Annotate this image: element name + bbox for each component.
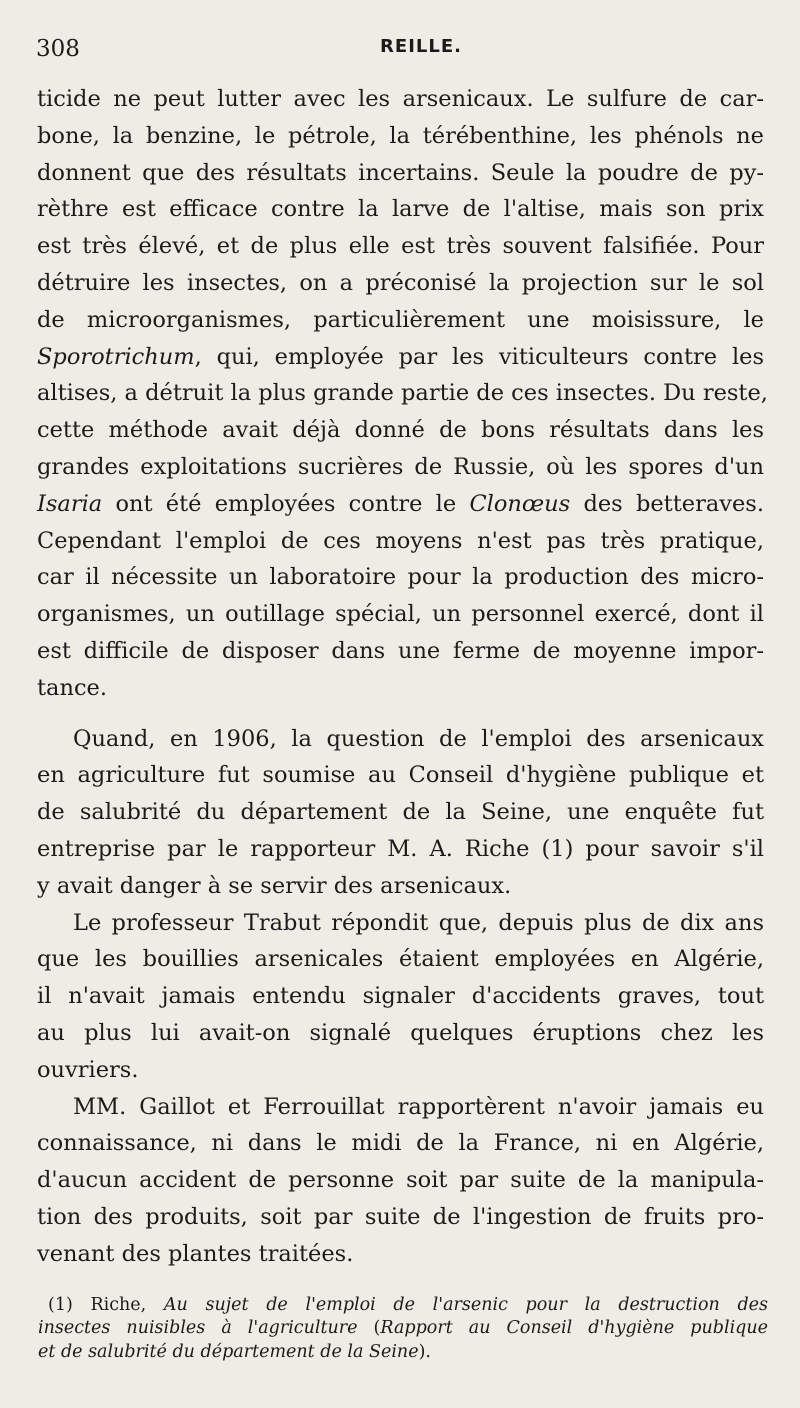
italic-title: Au sujet de l'emploi de l'arsenic pour la destruction des <box>163 1295 768 1315</box>
text-line: tion des produits, soit par suite de l'ingestion de fruits pro- <box>37 1203 764 1230</box>
text-line: est très élevé, et de plus elle est très souvent falsifiée. Pour <box>37 233 764 260</box>
text-run: des betteraves. <box>570 490 764 517</box>
text-line: ticide ne peut lutter avec les arsenicaux. Le sulfure de car- <box>37 86 764 112</box>
text-line: détruire les insectes, on a préconisé la projection sur le sol <box>37 269 764 296</box>
italic-term: Sporotrichum <box>37 343 195 370</box>
italic-title: Rapport au Conseil d'hygiène publique <box>380 1318 768 1339</box>
text-line: donnent que des résultats incertains. Seule la poudre de py- <box>37 159 764 186</box>
running-head: REILLE. <box>380 36 462 57</box>
text-line: en agriculture fut soumise au Conseil d'hygiène publique et <box>37 762 764 789</box>
text-line: Quand, en 1906, la question de l'emploi des arsenicaux <box>73 725 764 752</box>
italic-term: Isaria <box>37 490 103 517</box>
text-line: ouvriers. <box>37 1056 139 1083</box>
text-line: grandes exploitations sucrières de Russie, où les spores d'un <box>37 453 764 480</box>
footnote <box>38 1294 768 1364</box>
text-line: altises, a détruit la plus grande partie de ces insectes. Du reste, <box>37 380 768 407</box>
text-line: cette méthode avait déjà donné de bons résultats dans les <box>37 417 764 444</box>
text-line: rèthre est efficace contre la larve de l'altise, mais son prix <box>37 196 764 223</box>
page-header <box>36 36 766 76</box>
italic-term: Clonœus <box>469 490 571 517</box>
text-line: entreprise par le rapporteur M. A. Riche (1) pour savoir s'il <box>37 835 764 862</box>
text-run: ). <box>418 1341 431 1362</box>
text-line: d'aucun accident de personne soit par suite de la manipula- <box>37 1167 764 1194</box>
italic-title: et de salubrité du département de la Seine <box>38 1341 419 1362</box>
text-line: de microorganismes, particulièrement une moisissure, le <box>37 306 764 333</box>
text-run: (1) Riche, <box>48 1295 164 1315</box>
text-line: car il nécessite un laboratoire pour la production des micro- <box>37 564 764 591</box>
text-line: il n'avait jamais entendu signaler d'accidents graves, tout <box>37 983 764 1010</box>
text-line: est difficile de disposer dans une ferme de moyenne impor- <box>37 637 764 664</box>
italic-title: insectes nuisibles à l'agriculture <box>38 1318 358 1339</box>
footnote-line <box>38 1341 768 1364</box>
text-line: organismes, un outillage spécial, un personnel exercé, dont il <box>37 601 764 628</box>
text-line: de salubrité du département de la Seine, une enquête fut <box>37 799 764 826</box>
text-run: ont été employées contre le <box>102 490 470 517</box>
text-line: MM. Gaillot et Ferrouillat rapportèrent n'avoir jamais eu <box>73 1093 764 1120</box>
text-run: , qui, employée par les viticulteurs contre les <box>194 343 764 370</box>
text-line: connaissance, ni dans le midi de la France, ni en Algérie, <box>37 1130 764 1157</box>
text-line <box>37 339 764 376</box>
text-line: y avait danger à se servir des arsenicaux. <box>37 872 512 899</box>
body-text <box>37 81 768 1273</box>
page-number: 308 <box>36 36 80 62</box>
text-line: au plus lui avait-on signalé quelques éruptions chez les <box>37 1019 764 1046</box>
text-line: bone, la benzine, le pétrole, la térébenthine, les phénols ne <box>37 122 764 149</box>
text-line: tance. <box>37 674 108 701</box>
text-run: ( <box>357 1318 381 1339</box>
footnote-line <box>48 1294 768 1317</box>
text-line <box>37 486 764 523</box>
text-line: Cependant l'emploi de ces moyens n'est pas très pratique, <box>37 527 764 554</box>
text-line: que les bouillies arsenicales étaient employées en Algérie, <box>37 946 764 973</box>
footnote-line <box>38 1317 768 1340</box>
text-line: venant des plantes traitées. <box>37 1240 354 1267</box>
text-line: Le professeur Trabut répondit que, depuis plus de dix ans <box>73 909 764 936</box>
